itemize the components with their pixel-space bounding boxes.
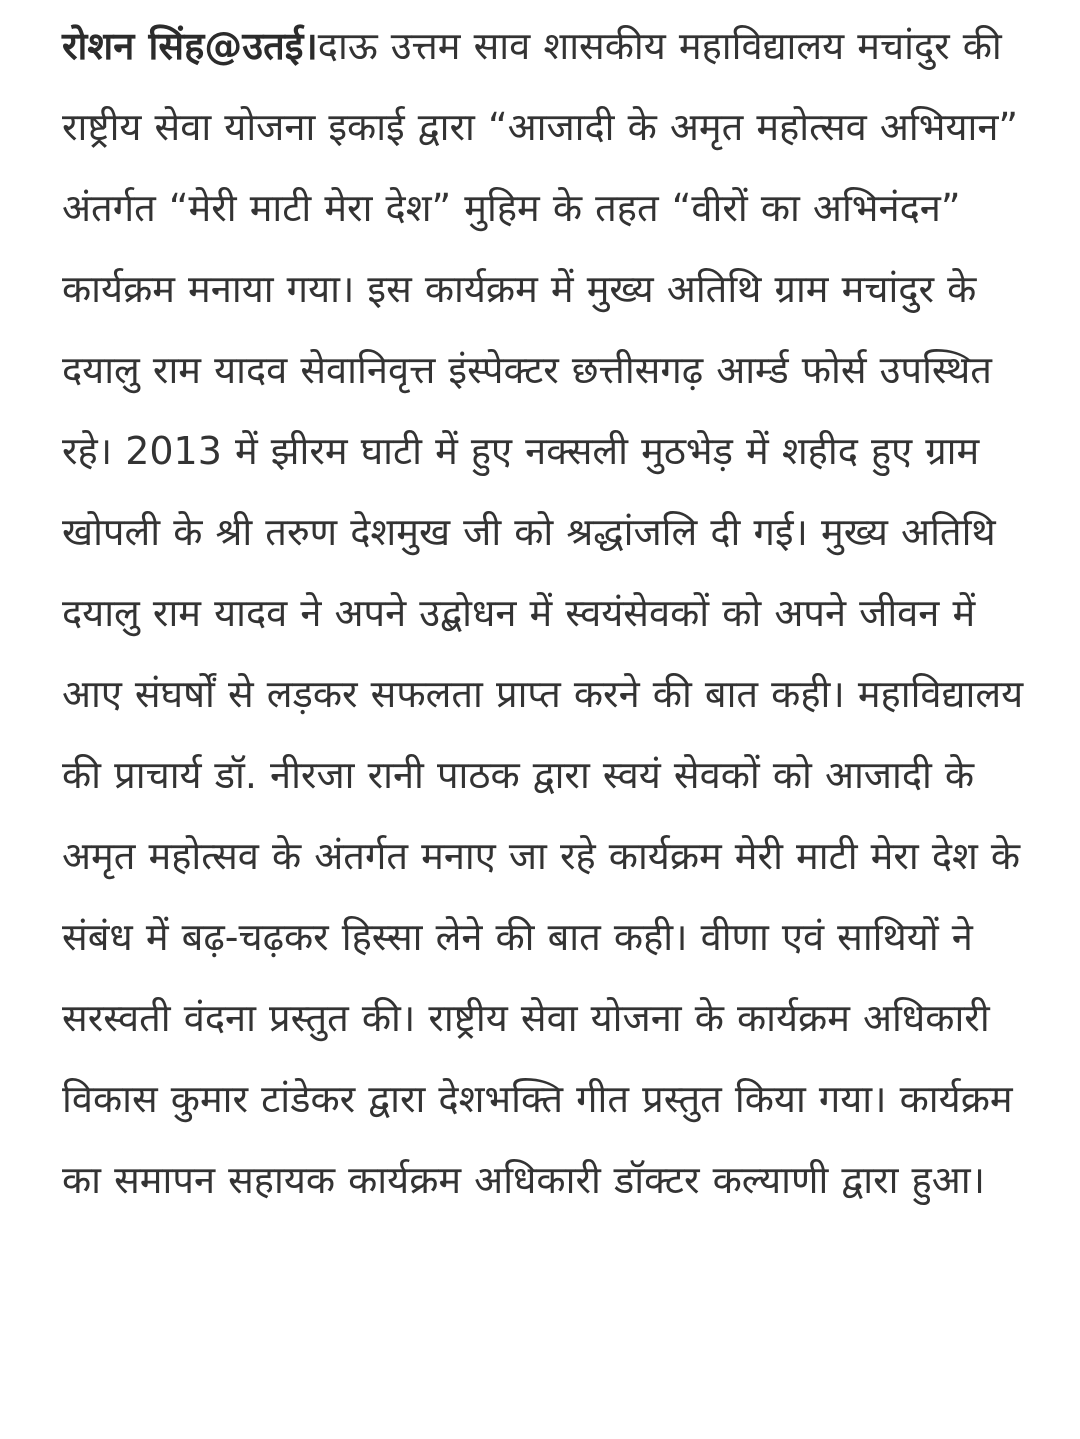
article-body-text: दाऊ उत्तम साव शासकीय महाविद्यालय मचांदुर की राष्ट्रीय सेवा योजना इकाई द्वारा “आजादी के अमृत महोत्सव अभियान” अंतर्गत “मेरी माटी मेरा देश” मुहिम के तहत “वीरों का अभिनंदन” कार्यक्रम मनाया गया। इस कार्यक्रम में मुख्य अतिथि ग्राम मचांदुर के दयालु राम यादव सेवानिवृत्त इंस्पेक्टर छत्तीसगढ़ आर्म्ड फोर्स उपस्थित रहे। 2013 में झीरम घाटी में हुए नक्सली मुठभेड़ में शहीद हुए ग्राम खोपली के श्री तरुण देशमुख जी को श्रद्धांजलि दी गई। मुख्य अतिथि दयालु राम यादव ने अपने उद्बोधन में स्वयंसेवकों को अपने जीवन में आए संघर्षों से लड़कर सफलता प्राप्त करने की बात कही। महाविद्यालय की प्राचार्य डॉ. नीरजा रानी पाठक द्वारा स्वयं सेवकों को आजादी के अमृत महोत्सव के अंतर्गत मनाए जा रहे कार्यक्रम मेरी माटी मेरा देश के संबंध में बढ़-चढ़कर हिस्सा लेने की बात कही। वीणा एवं साथियों ने सरस्वती वंदना प्रस्तुत की। राष्ट्रीय सेवा योजना के कार्यक्रम अधिकारी विकास कुमार टांडेकर द्वारा देशभक्ति गीत प्रस्तुत किया गया। कार्यक्रम का समापन सहायक कार्यक्रम अधिकारी डॉक्टर कल्याणी द्वारा हुआ। xyxy=(62,24,1024,1202)
byline: रोशन सिंह@उतई। xyxy=(62,24,318,68)
news-article xyxy=(62,6,1042,1221)
article-paragraph xyxy=(62,6,1042,1221)
